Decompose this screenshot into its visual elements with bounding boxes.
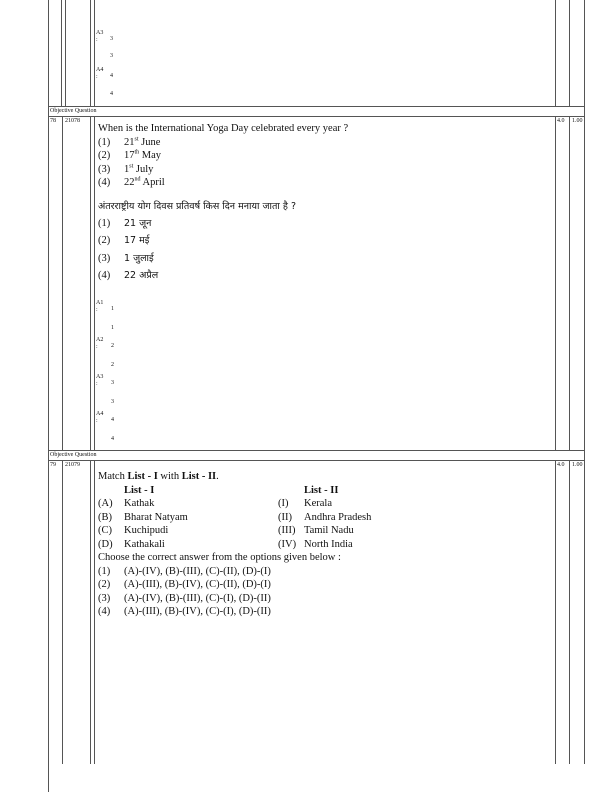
option-row [98, 592, 548, 606]
match-row [98, 538, 371, 552]
option-row [98, 267, 538, 285]
option-number: (4) [98, 270, 111, 282]
option-text: (A)-(III), (B)-(IV), (C)-(II), (D)-(I) [124, 579, 271, 591]
option-text: 1st July [124, 163, 154, 175]
option-number: (1) [98, 565, 111, 577]
list-1-item: Kuchipudi [124, 525, 169, 537]
option-text: 1 जुलाई [124, 252, 154, 264]
answer-value-a3: 3 [110, 36, 113, 42]
answer-text-a3: 3 [110, 53, 113, 59]
question-78-body [98, 122, 538, 285]
list-1-item: Kathakali [124, 538, 165, 550]
ordinal-suffix: st [129, 163, 134, 170]
negative-marks: 1.00 [572, 462, 583, 468]
options-en [98, 136, 538, 190]
list-2-item: North India [304, 538, 353, 550]
question-marks: 4.0 [557, 118, 565, 124]
list-1-label: (B) [98, 511, 112, 523]
list-2-item: Kerala [304, 498, 332, 510]
answer-text: 1 [111, 325, 114, 331]
option-number: (2) [98, 150, 111, 162]
option-row [98, 136, 538, 150]
section-label: Objective Question [50, 108, 97, 114]
options-hi [98, 215, 538, 285]
answer-text-a4: 4 [110, 91, 113, 97]
list-2-item: Andhra Pradesh [304, 511, 372, 523]
option-number: (3) [98, 163, 111, 175]
option-number: (4) [98, 177, 111, 189]
answer-label-a3: A3 : [96, 30, 104, 43]
option-number: (2) [98, 235, 111, 247]
question-marks: 4.0 [557, 462, 565, 468]
answer-value: 1 [111, 306, 114, 312]
match-row [98, 497, 371, 511]
question-79-body [98, 470, 548, 619]
option-row [98, 163, 538, 177]
list-2-item: Tamil Nadu [304, 525, 354, 537]
match-list-table [98, 484, 371, 552]
list-1-label: (A) [98, 498, 113, 510]
answer-value-a4: 4 [110, 73, 113, 79]
answer-text: 2 [111, 362, 114, 368]
list-2-label: (IV) [278, 538, 297, 550]
list-1-item: Kathak [124, 498, 155, 510]
option-number: (1) [98, 136, 111, 148]
list-2-label: (III) [278, 525, 296, 537]
option-text: (A)-(III), (B)-(IV), (C)-(I), (D)-(II) [124, 606, 271, 618]
ordinal-suffix: th [134, 149, 140, 156]
question-id: 21078 [65, 118, 80, 124]
question-serial: 79 [50, 462, 56, 468]
option-row [98, 176, 538, 190]
option-row [98, 250, 538, 268]
list-2-label: (II) [278, 511, 292, 523]
option-number: (1) [98, 217, 111, 229]
answer-label: A4 : [96, 411, 104, 424]
options-en [98, 565, 548, 619]
ordinal-suffix: nd [134, 176, 141, 183]
option-text: 22 अप्रैल [124, 270, 159, 282]
option-number: (3) [98, 592, 111, 604]
answer-label: A2 : [96, 337, 104, 350]
option-row [98, 565, 548, 579]
list-1-header: List - I [124, 484, 155, 496]
question-id: 21079 [65, 462, 80, 468]
list-1-item: Bharat Natyam [124, 511, 188, 523]
list-2-label: (I) [278, 498, 289, 510]
option-row [98, 578, 548, 592]
option-text: (A)-(IV), (B)-(III), (C)-(I), (D)-(II) [124, 592, 271, 604]
negative-marks: 1.00 [572, 118, 583, 124]
option-text: 22nd April [124, 176, 165, 189]
answer-label: A3 : [96, 374, 104, 387]
option-text: 17 मई [124, 235, 150, 247]
option-number: (2) [98, 579, 111, 591]
answer-value: 2 [111, 343, 114, 349]
option-text: 21 जून [124, 217, 152, 229]
match-row [98, 524, 371, 538]
list-1-label: (D) [98, 538, 113, 550]
question-text-en: Match List - I with List - II. [98, 471, 219, 482]
answer-text: 4 [111, 436, 114, 442]
option-number: (3) [98, 252, 111, 264]
option-number: (4) [98, 606, 111, 618]
option-row [98, 232, 538, 250]
option-row [98, 149, 538, 163]
option-text: 21st June [124, 136, 161, 148]
list-1-label: (C) [98, 525, 112, 537]
answer-value: 3 [111, 380, 114, 386]
instruction-text: Choose the correct answer from the options given below : [98, 552, 341, 564]
option-row [98, 215, 538, 233]
answer-text: 3 [111, 399, 114, 405]
ordinal-suffix: st [134, 136, 139, 143]
option-text: (A)-(IV), (B)-(III), (C)-(II), (D)-(I) [124, 565, 271, 577]
match-row [98, 511, 371, 525]
option-text: 17th May [124, 149, 162, 162]
answer-label: A1 : [96, 300, 104, 313]
option-row [98, 605, 548, 619]
question-serial: 78 [50, 118, 56, 124]
section-label: Objective Question [50, 452, 97, 458]
answer-value: 4 [111, 417, 114, 423]
list-2-header: List - II [304, 484, 339, 496]
question-text-en: When is the International Yoga Day celebrated every year ? [98, 123, 349, 134]
answer-label-a4: A4 : [96, 67, 104, 80]
question-text-hi: अंतरराष्ट्रीय योग दिवस प्रतिवर्ष किस दिन मनाया जाता है ? [98, 200, 296, 212]
